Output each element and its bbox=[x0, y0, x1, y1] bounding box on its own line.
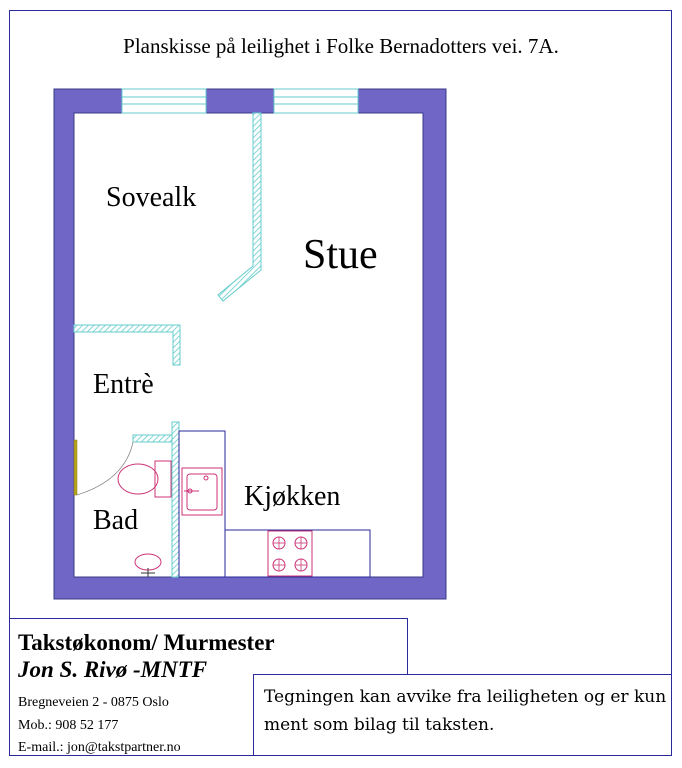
kitchen-cabinet-upper bbox=[179, 431, 225, 577]
drawing-title: Planskisse på leilighet i Folke Bernadotters vei. 7A. bbox=[123, 34, 559, 58]
room-label-kjokken: Kjøkken bbox=[244, 481, 341, 512]
company-name: Takstøkonom/ Murmester bbox=[18, 630, 275, 655]
room-label-entre: Entrè bbox=[93, 369, 154, 400]
bathroom-wall-vertical bbox=[172, 422, 179, 577]
entrance-partition bbox=[74, 325, 180, 365]
window-left bbox=[122, 89, 206, 113]
company-person: Jon S. Rivø -MNTF bbox=[18, 657, 208, 682]
stove bbox=[268, 531, 312, 576]
toilet bbox=[118, 461, 171, 497]
bathroom-wall-horizontal bbox=[133, 435, 172, 442]
door-swing-arc bbox=[77, 442, 133, 495]
disclaimer-box bbox=[253, 674, 672, 756]
window-right bbox=[274, 89, 358, 113]
alcove-partition bbox=[218, 113, 261, 301]
company-address: Bregneveien 2 - 0875 Oslo bbox=[18, 695, 169, 710]
company-email: E-mail.: jon@takstpartner.no bbox=[18, 740, 181, 755]
company-mobile: Mob.: 908 52 177 bbox=[18, 718, 119, 733]
disclaimer-text: Tegningen kan avvike fra leiligheten og er kun ment som bilag til taksten. bbox=[264, 687, 667, 735]
bathroom-sink bbox=[135, 554, 161, 577]
room-label-bad: Bad bbox=[93, 505, 139, 536]
room-label-stue: Stue bbox=[303, 232, 378, 278]
kitchen-sink bbox=[182, 468, 222, 515]
room-label-sovealk: Sovealk bbox=[106, 182, 197, 213]
entrance-door-panel bbox=[74, 440, 77, 495]
